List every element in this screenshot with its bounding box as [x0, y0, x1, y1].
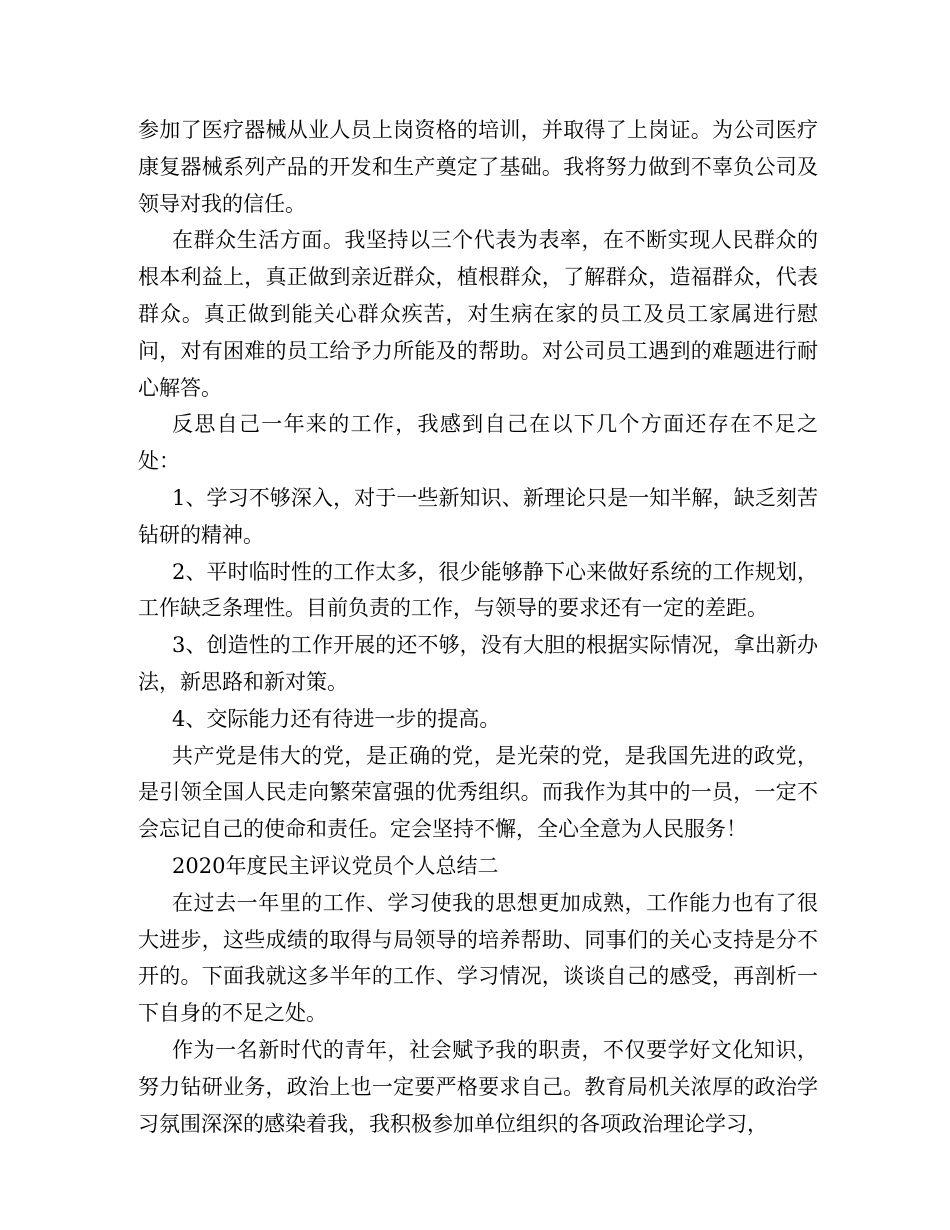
paragraph-2: 在群众生活方面。我坚持以三个代表为表率，在不断实现人民群众的根本利益上，真正做到亲近群众，植根群众，了解群众，造福群众，代表群众。真正做到能关心群众疾苦，对生病在家的员工及员工家属进行慰问，对有困难的员工给予力所能及的帮助。对公司员工遇到的难题进行耐心解答。 [138, 228, 818, 400]
paragraph-7: 4、交际能力还有待进一步的提高。 [172, 706, 501, 731]
section-heading: 2020年度民主评议党员个人总结二 [172, 853, 499, 878]
paragraph-10: 在过去一年里的工作、学习使我的思想更加成熟，工作能力也有了很大进步，这些成绩的取得与局领导的培养帮助、同事们的关心支持是分不开的。下面我就这多半年的工作、学习情况，谈谈自己的感受，再剖析一下自身的不足之处。 [138, 890, 818, 1026]
paragraph-8: 共产党是伟大的党，是正确的党，是光荣的党，是我国先进的政党，是引领全国人民走向繁荣富强的优秀组织。而我作为其中的一员，一定不会忘记自己的使命和责任。定会坚持不懈，全心全意为人民服务！ [138, 743, 818, 842]
paragraph-3: 反思自己一年来的工作，我感到自己在以下几个方面还存在不足之处： [138, 412, 818, 474]
paragraph-11: 作为一名新时代的青年，社会赋予我的职责，不仅要学好文化知识，努力钻研业务，政治上也一定要严格要求自己。教育局机关浓厚的政治学习氛围深深的感染着我，我积极参加单位组织的各项政治理论学习， [138, 1037, 818, 1136]
paragraph-4: 1、学习不够深入，对于一些新知识、新理论只是一知半解，缺乏刻苦钻研的精神。 [138, 485, 818, 547]
document-page [138, 112, 818, 1142]
paragraph-5: 2、平时临时性的工作太多，很少能够静下心来做好系统的工作规划，工作缺乏条理性。目前负责的工作，与领导的要求还有一定的差距。 [138, 559, 818, 621]
paragraph-1: 参加了医疗器械从业人员上岗资格的培训，并取得了上岗证。为公司医疗康复器械系列产品的开发和生产奠定了基础。我将努力做到不辜负公司及领导对我的信任。 [138, 118, 818, 216]
paragraph-6: 3、创造性的工作开展的还不够，没有大胆的根据实际情况，拿出新办法，新思路和新对策。 [138, 633, 818, 694]
